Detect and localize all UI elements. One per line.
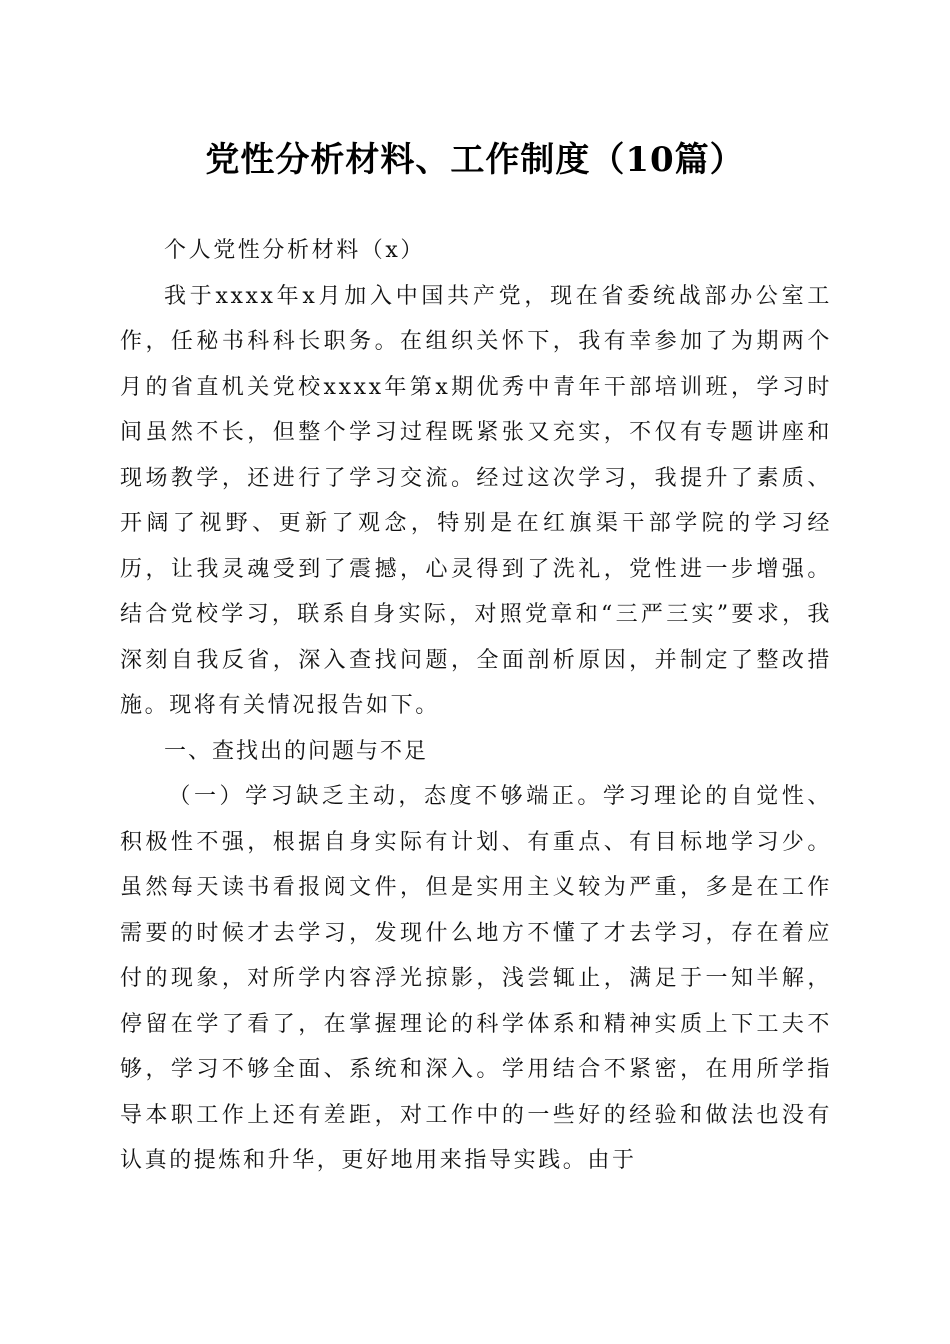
document-subtitle: 个人党性分析材料（x）: [164, 238, 426, 263]
document-title: 党性分析材料、工作制度（10篇）: [205, 140, 745, 180]
paragraph-intro: 我于xxxx年x月加入中国共产党，现在省委统战部办公室工作，任秘书科科长职务。在组织关怀下，我有幸参加了为期两个月的省直机关党校xxxx年第x期优秀中青年干部培训班，学习时间虽然不长，但整个学习过程既紧张又充实，不仅有专题讲座和现场教学，还进行了学习交流。经过这次学习，我提升了素质、开阔了视野、更新了观念，特别是在红旗渠干部学院的学习经历，让我灵魂受到了震撼，心灵得到了洗礼，党性进一步增强。结合党校学习，联系自身实际，对照党章和“三严三实”要求，我深刻自我反省，深入查找问题，全面剖析原因，并制定了整改措施。现将有关情况报告如下。: [120, 283, 832, 718]
paragraph-one: （一）学习缺乏主动，态度不够端正。学习理论的自觉性、积极性不强，根据自身实际有计划、有重点、有目标地学习少。虽然每天读书看报阅文件，但是实用主义较为严重，多是在工作需要的时候才去学习，发现什么地方不懂了才去学习，存在着应付的现象，对所学内容浮光掠影，浅尝辄止，满足于一知半解，停留在学了看了，在掌握理论的科学体系和精神实质上下工夫不够，学习不够全面、系统和深入。学用结合不紧密，在用所学指导本职工作上还有差距，对工作中的一些好的经验和做法也没有认真的提炼和升华，更好地用来指导实践。由于: [120, 784, 832, 1173]
section-heading: 一、查找出的问题与不足: [164, 738, 429, 764]
document-body: [120, 228, 832, 1184]
